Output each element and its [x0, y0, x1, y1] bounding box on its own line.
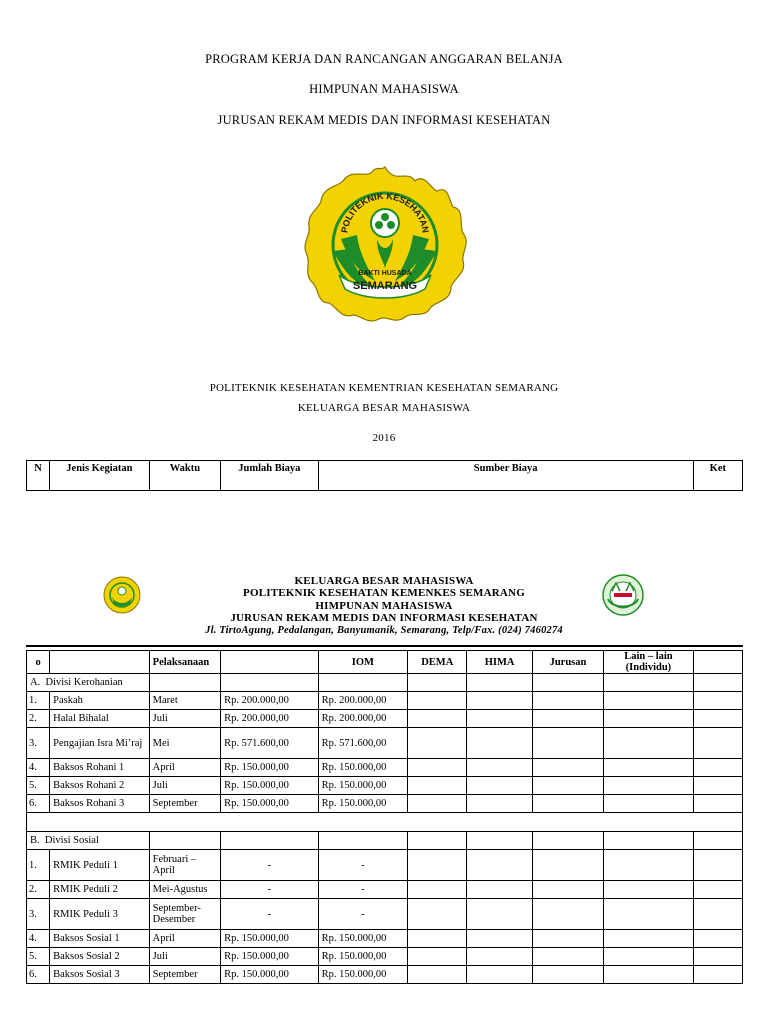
row-kegiatan: RMIK Peduli 3 — [50, 899, 150, 930]
logo-text-bottom: SEMARANG — [352, 280, 418, 292]
row-iom: Rp. 150.000,00 — [318, 948, 408, 966]
row-jumlah: - — [221, 899, 319, 930]
row-waktu: Juli — [149, 777, 220, 795]
empty-cell — [604, 795, 694, 813]
empty-cell — [408, 881, 467, 899]
row-number: 1. — [27, 850, 50, 881]
row-number: 4. — [27, 930, 50, 948]
row-jumlah: Rp. 150.000,00 — [221, 795, 319, 813]
empty-cell — [604, 899, 694, 930]
row-iom: Rp. 150.000,00 — [318, 777, 408, 795]
row-kegiatan: RMIK Peduli 2 — [50, 881, 150, 899]
empty-cell — [467, 710, 532, 728]
row-kegiatan: Paskah — [50, 692, 150, 710]
row-kegiatan: Baksos Rohani 3 — [50, 795, 150, 813]
row-kegiatan: RMIK Peduli 1 — [50, 850, 150, 881]
table-row — [27, 930, 743, 948]
col-lain-lain-label: Lain – lain — [624, 651, 673, 662]
row-waktu: September-Desember — [149, 899, 220, 930]
row-jumlah: Rp. 150.000,00 — [221, 948, 319, 966]
empty-cell — [604, 692, 694, 710]
col-pelaksanaan: Pelaksanaan — [149, 651, 220, 674]
empty-cell — [408, 728, 467, 759]
col-lain-lain — [604, 651, 694, 674]
empty-cell — [408, 710, 467, 728]
empty-cell — [467, 930, 532, 948]
empty-cell — [604, 881, 694, 899]
empty-cell — [532, 692, 603, 710]
col-jenis-kegiatan: Jenis Kegiatan — [50, 461, 150, 491]
row-jumlah: Rp. 150.000,00 — [221, 777, 319, 795]
table-row — [27, 710, 743, 728]
table-row — [27, 881, 743, 899]
row-iom: Rp. 150.000,00 — [318, 795, 408, 813]
empty-cell — [408, 777, 467, 795]
row-waktu: September — [149, 795, 220, 813]
empty-cell — [532, 966, 603, 984]
letterhead-line-3: HIMPUNAN MAHASISWA — [315, 600, 453, 612]
row-kegiatan: Baksos Sosial 1 — [50, 930, 150, 948]
row-iom: - — [318, 899, 408, 930]
row-waktu: Mei — [149, 728, 220, 759]
row-number: 6. — [27, 795, 50, 813]
empty-cell — [604, 850, 694, 881]
row-iom: Rp. 571.600,00 — [318, 728, 408, 759]
empty-cell — [693, 795, 742, 813]
section-b-label — [27, 832, 150, 850]
row-iom: Rp. 150.000,00 — [318, 966, 408, 984]
empty-cell — [693, 850, 742, 881]
row-number: 6. — [27, 966, 50, 984]
cover-title-3: JURUSAN REKAM MEDIS DAN INFORMASI KESEHATAN — [217, 113, 551, 127]
empty-cell — [467, 692, 532, 710]
col-hima: HIMA — [467, 651, 532, 674]
row-waktu: Mei-Agustus — [149, 881, 220, 899]
letterhead-address: Jl. TirtoAgung, Pedalangan, Banyumanik, Semarang, Telp/Fax. (024) 7460274 — [205, 625, 563, 636]
col-waktu: Waktu — [149, 461, 220, 491]
col-sumber-biaya: Sumber Biaya — [318, 461, 693, 491]
empty-cell — [408, 759, 467, 777]
row-kegiatan: Halal Bihalal — [50, 710, 150, 728]
row-waktu: Juli — [149, 710, 220, 728]
empty-cell — [467, 881, 532, 899]
section-b-letter: B. — [30, 835, 40, 846]
poltekkes-logo — [303, 165, 467, 325]
row-jumlah: - — [221, 881, 319, 899]
empty-cell — [693, 881, 742, 899]
empty-cell — [408, 966, 467, 984]
empty-cell — [467, 728, 532, 759]
empty-cell — [604, 966, 694, 984]
row-kegiatan: Baksos Sosial 3 — [50, 966, 150, 984]
letterhead-rule — [26, 645, 743, 647]
row-number: 4. — [27, 759, 50, 777]
table-row — [27, 948, 743, 966]
empty-cell — [693, 966, 742, 984]
section-a-name: Divisi Kerohanian — [45, 677, 123, 688]
empty-cell — [604, 759, 694, 777]
row-waktu: September — [149, 966, 220, 984]
empty-cell — [693, 948, 742, 966]
row-iom: Rp. 200.000,00 — [318, 710, 408, 728]
empty-cell — [467, 966, 532, 984]
row-number: 1. — [27, 692, 50, 710]
section-row-b — [27, 832, 743, 850]
empty-cell — [408, 692, 467, 710]
table-row — [27, 850, 743, 881]
empty-cell — [604, 930, 694, 948]
empty-cell — [408, 930, 467, 948]
row-number: 5. — [27, 948, 50, 966]
row-number: 5. — [27, 777, 50, 795]
empty-cell — [408, 795, 467, 813]
empty-cell — [693, 930, 742, 948]
row-waktu: Maret — [149, 692, 220, 710]
table-row — [27, 759, 743, 777]
empty-cell — [467, 850, 532, 881]
row-kegiatan: Pengajian Isra Mi’raj — [50, 728, 150, 759]
empty-cell — [693, 759, 742, 777]
empty-cell — [532, 759, 603, 777]
row-iom: Rp. 150.000,00 — [318, 759, 408, 777]
empty-cell — [693, 899, 742, 930]
col-individu-label: (Individu) — [625, 662, 672, 673]
section-a-rows — [27, 692, 743, 813]
row-waktu: Juli — [149, 948, 220, 966]
empty-cell — [408, 850, 467, 881]
kbm-name: KELUARGA BESAR MAHASISWA — [297, 402, 471, 414]
row-waktu: April — [149, 759, 220, 777]
cover-title-1: PROGRAM KERJA DAN RANCANGAN ANGGARAN BELANJA — [205, 52, 563, 66]
empty-cell — [693, 777, 742, 795]
empty-cell — [693, 728, 742, 759]
empty-cell — [467, 777, 532, 795]
col-no: o — [27, 651, 50, 674]
row-number: 3. — [27, 899, 50, 930]
empty-cell — [532, 795, 603, 813]
empty-cell — [532, 850, 603, 881]
row-jumlah: - — [221, 850, 319, 881]
section-b-rows — [27, 850, 743, 984]
empty-cell — [693, 710, 742, 728]
section-b-name: Divisi Sosial — [44, 835, 99, 846]
row-waktu: Februari – April — [149, 850, 220, 881]
letterhead-line-1: KELUARGA BESAR MAHASISWA — [294, 575, 474, 587]
table-header-row — [27, 651, 743, 674]
col-no: N — [27, 461, 50, 491]
section-a-label — [27, 674, 150, 692]
section-a-letter: A. — [30, 677, 41, 688]
row-number: 2. — [27, 881, 50, 899]
row-kegiatan: Baksos Rohani 1 — [50, 759, 150, 777]
empty-cell — [532, 728, 603, 759]
row-iom: Rp. 200.000,00 — [318, 692, 408, 710]
row-jumlah: Rp. 150.000,00 — [221, 930, 319, 948]
table-row — [27, 899, 743, 930]
col-jurusan: Jurusan — [532, 651, 603, 674]
empty-cell — [532, 881, 603, 899]
empty-cell — [532, 899, 603, 930]
table-row — [27, 728, 743, 759]
empty-cell — [408, 899, 467, 930]
row-iom: Rp. 150.000,00 — [318, 930, 408, 948]
empty-cell — [532, 930, 603, 948]
empty-cell — [467, 899, 532, 930]
row-number: 2. — [27, 710, 50, 728]
row-waktu: April — [149, 930, 220, 948]
row-jumlah: Rp. 200.000,00 — [221, 692, 319, 710]
empty-cell — [467, 795, 532, 813]
cover-year: 2016 — [372, 432, 396, 444]
empty-cell — [467, 759, 532, 777]
row-jumlah: Rp. 150.000,00 — [221, 966, 319, 984]
col-ket: Ket — [693, 461, 742, 491]
table-row — [27, 777, 743, 795]
empty-cell — [467, 948, 532, 966]
letterhead-line-2: POLITEKNIK KESEHATAN KEMENKES SEMARANG — [243, 587, 525, 599]
row-iom: - — [318, 881, 408, 899]
col-jumlah-blank — [221, 651, 319, 674]
row-number: 3. — [27, 728, 50, 759]
col-dema: DEMA — [408, 651, 467, 674]
budget-table — [26, 650, 743, 984]
row-iom: - — [318, 850, 408, 881]
table-row — [27, 692, 743, 710]
letterhead-line-4: JURUSAN REKAM MEDIS DAN INFORMASI KESEHATAN — [230, 612, 538, 624]
empty-cell — [532, 777, 603, 795]
table-row — [27, 795, 743, 813]
col-ket-blank — [693, 651, 742, 674]
empty-cell — [604, 948, 694, 966]
row-jumlah: Rp. 571.600,00 — [221, 728, 319, 759]
empty-cell — [604, 728, 694, 759]
empty-cell — [532, 710, 603, 728]
empty-cell — [532, 948, 603, 966]
section-row-a — [27, 674, 743, 692]
empty-cell — [408, 948, 467, 966]
cover-title-2: HIMPUNAN MAHASISWA — [309, 82, 459, 96]
table-header-row — [27, 461, 743, 491]
spacer-row — [27, 813, 743, 832]
col-kegiatan-blank — [50, 651, 150, 674]
institution-name: POLITEKNIK KESEHATAN KEMENTRIAN KESEHATAN SEMARANG — [209, 382, 559, 394]
col-iom: IOM — [318, 651, 408, 674]
row-kegiatan: Baksos Sosial 2 — [50, 948, 150, 966]
empty-cell — [604, 777, 694, 795]
logo-text-mid: BAKTI HUSADA — [358, 270, 412, 277]
empty-cell — [604, 710, 694, 728]
summary-table — [26, 460, 743, 491]
row-jumlah: Rp. 200.000,00 — [221, 710, 319, 728]
logo-text-top: POLITEKNIK KESEHATAN — [339, 190, 431, 234]
row-jumlah: Rp. 150.000,00 — [221, 759, 319, 777]
table-row — [27, 966, 743, 984]
col-jumlah-biaya: Jumlah Biaya — [221, 461, 319, 491]
row-kegiatan: Baksos Rohani 2 — [50, 777, 150, 795]
empty-cell — [693, 692, 742, 710]
